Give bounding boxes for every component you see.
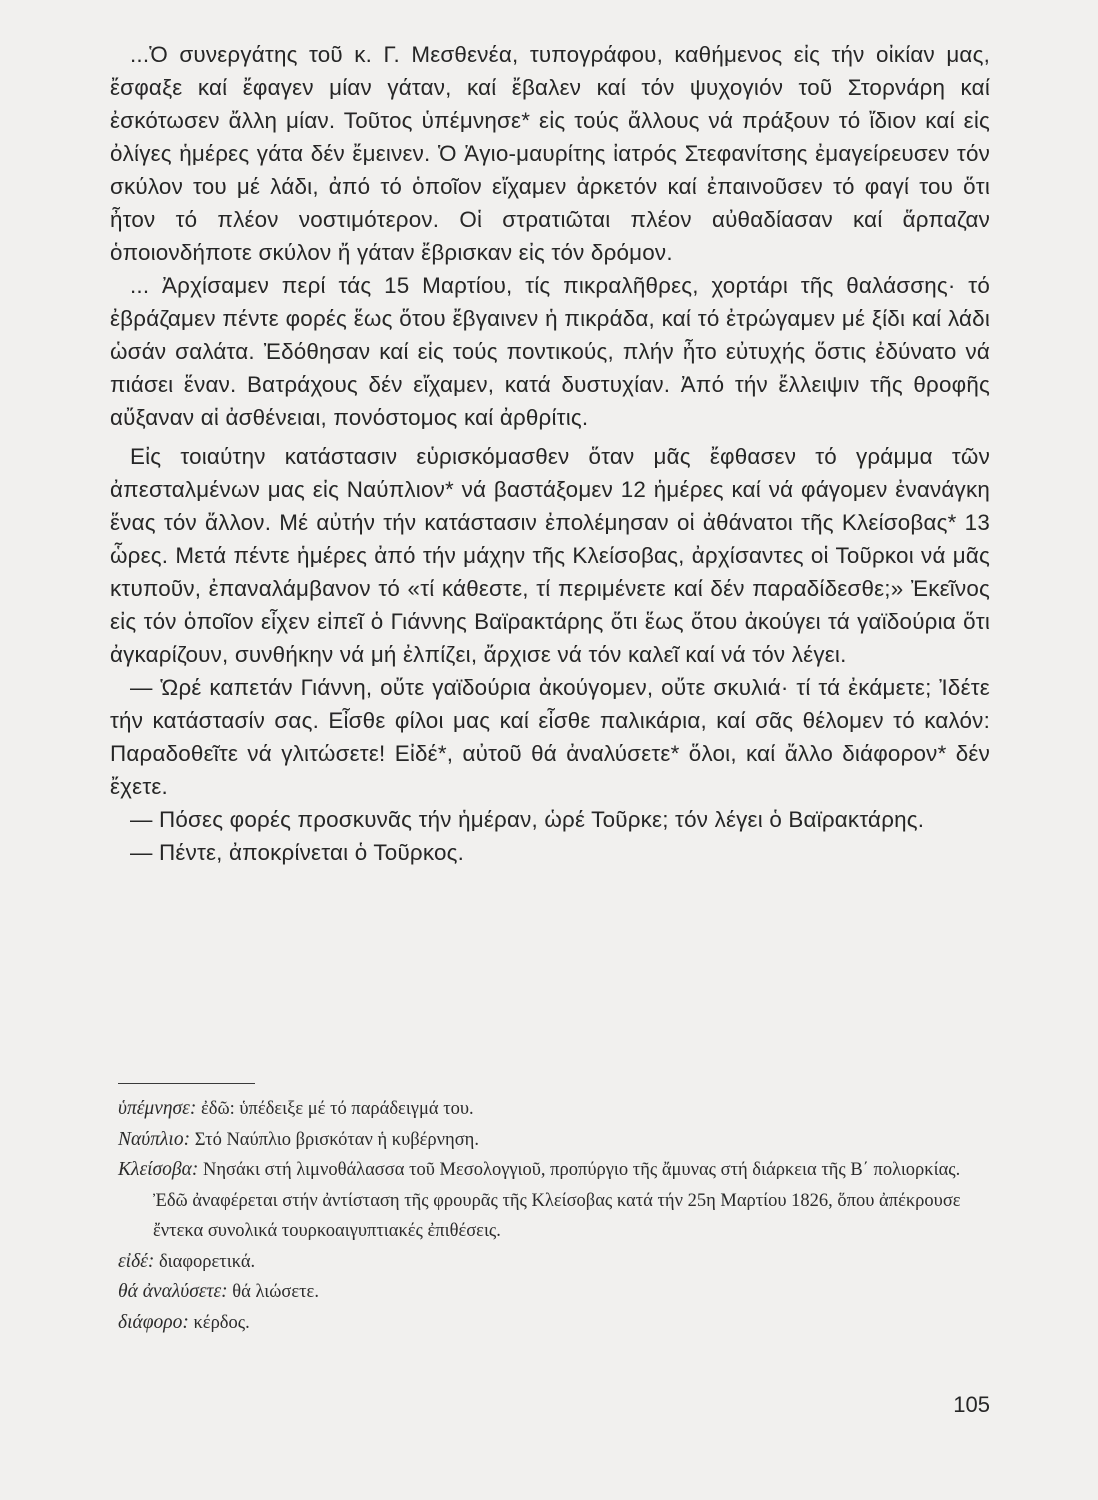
- dialogue-bairaktaris-question: — Πόσες φορές προσκυνᾶς τήν ἡμέραν, ὡρέ Τοῦρκε; τόν λέγει ὁ Βαϊρακτάρης.: [130, 807, 925, 832]
- footnote-text: διαφορετικά.: [158, 1251, 256, 1272]
- footnote-term: Κλείσοβα:: [118, 1159, 199, 1180]
- page-number: 105: [953, 1392, 990, 1417]
- footnote-separator: [118, 1083, 255, 1084]
- footnote-term: θά ἀναλύσετε:: [118, 1281, 228, 1302]
- footnote-text: Στό Ναύπλιο βρισκόταν ἡ κυβέρνηση.: [194, 1129, 479, 1150]
- dialogue-turk-answer: — Πέντε, ἀποκρίνεται ὁ Τοῦρκος.: [130, 840, 465, 865]
- dialogue-turk-speech: — Ὡρέ καπετάν Γιάννη, οὔτε γαϊδούρια ἀκούγομεν, οὔτε σκυλιά· τί τά ἐκάμετε; Ἰδέτε τήν κατάστασίν σας. Εἶσθε φίλοι μας καί εἶσθε παλικάρια, καί σᾶς θέλομεν τό καλόν: Παραδοθεῖτε νά γλιτώσετε! Εἰδέ*, αὐτοῦ θά ἀναλύσετε* ὅλοι, καί ἄλλο διάφορον* δέν ἔχετε.: [110, 675, 990, 799]
- main-text: [110, 38, 990, 869]
- footnote-item: [118, 1155, 998, 1247]
- footnote-item: [118, 1094, 998, 1125]
- footnote-term: διάφορο:: [118, 1311, 189, 1333]
- paragraph-sea-herbs: ... Ἀρχίσαμεν περί τάς 15 Μαρτίου, τίς πικραλῆθρες, χορτάρι τῆς θαλάσσης· τό ἐβράζαμεν πέντε φορές ἕως ὅτου ἔβγαινεν ἡ πικράδα, καί τό ἐτρώγαμεν μέ ξίδι καί λάδι ὡσάν σαλάτα. Ἐδόθησαν καί εἰς τούς ποντικούς, πλήν ἦτο εὐτυχής ὅστις ἐδύνατο νά πιάσει ἕναν. Βατράχους δέν εἴχαμεν, κατά δυστυχίαν. Ἀπό τήν ἔλλειψιν τῆς θροφῆς αὔξαναν αἱ ἀσθένειαι, πονόστομος καί ἀρθρίτις.: [110, 273, 990, 430]
- footnote-text: ἐδῶ: ὑπέδειξε μέ τό παράδειγμά του.: [200, 1099, 474, 1119]
- footnote-term: Ναύπλιο:: [118, 1128, 191, 1150]
- paragraph-cats-and-dogs: ...Ὁ συνεργάτης τοῦ κ. Γ. Μεσθενέα, τυπογράφου, καθήμενος εἰς τήν οἰκίαν μας, ἔσφαξε καί ἔφαγεν μίαν γάταν, καί ἔβαλεν καί τόν ψυχογιόν τοῦ Στορνάρη καί ἐσκότωσεν ἄλλη μίαν. Τοῦτος ὑπέμνησε* εἰς τούς ἄλλους νά πράξουν τό ἴδιον καί εἰς ὀλίγες ἡμέρες γάτα δέν ἔμεινεν. Ὁ Ἁγιο-μαυρίτης ἰατρός Στεφανίτσης ἐμαγείρευσεν τόν σκύλον του μέ λάδι, ἀπό τό ὁποῖον εἴχαμεν ἀρκετόν καί ἐπαινοῦσεν τό φαγί του ὅτι ἦτον τό πλέον νοστιμότερον. Οἱ στρατιῶται πλέον αὐθαδίασαν καί ἅρπαζαν ὁποιονδήποτε σκύλον ἤ γάταν ἔβρισκαν εἰς τόν δρόμον.: [110, 42, 990, 265]
- footnote-text: θά λιώσετε.: [232, 1282, 319, 1302]
- footnote-term: ὑπέμνησε:: [118, 1098, 197, 1119]
- footnote-text: κέρδος.: [193, 1312, 250, 1333]
- footnotes: [118, 1094, 998, 1338]
- paragraph-letter-from-nafplio: Εἰς τοιαύτην κατάστασιν εὑρισκόμασθεν ὅταν μᾶς ἔφθασεν τό γράμμα τῶν ἀπεσταλμένων μας εἰς Ναύπλιον* νά βαστάξομεν 12 ἡμέρες καί νά φάγομεν ἐνανάγκη ἕνας τόν ἄλλον. Μέ αὐτήν τήν κατάστασιν ἐπολέμησαν οἱ ἀθάνατοι τῆς Κλείσοβας* 13 ὧρες. Μετά πέντε ἡμέρες ἀπό τήν μάχην τῆς Κλείσοβας, ἀρχίσαντες οἱ Τοῦρκοι νά μᾶς κτυποῦν, ἐπαναλάμβανον τό «τί κάθεστε, τί περιμένετε καί δέν παραδίδεσθε;» Ἐκεῖνος εἰς τόν ὁποῖον εἶχεν εἰπεῖ ὁ Γιάννης Βαϊρακτάρης ὅτι ἕως ὅτου ἀκούγει τά γαϊδούρια ὅτι ἀγκαρίζουν, συνθήκην νά μή ἐλπίζει, ἄρχισε νά τόν καλεῖ καί νά τόν λέγει.: [110, 444, 990, 667]
- footnote-text: Νησάκι στή λιμνοθάλασσα τοῦ Μεσολογγιοῦ, προπύργιο τῆς ἄμυνας στή διάρκεια τῆς Β΄ πολιορκίας. Ἐδῶ ἀναφέρεται στήν ἀντίσταση τῆς φρουρᾶς τῆς Κλείσοβας κατά τήν 25η Μαρτίου 1826, ὅπου ἀπέκρουσε ἔντεκα συνολικά τουρκοαιγυπτιακές ἐπιθέσεις.: [153, 1160, 961, 1241]
- footnote-item: [118, 1277, 998, 1308]
- footnote-item: [118, 1125, 998, 1156]
- footnote-item: [118, 1308, 998, 1339]
- footnote-item: [118, 1247, 998, 1278]
- footnote-term: εἰδέ:: [118, 1250, 155, 1272]
